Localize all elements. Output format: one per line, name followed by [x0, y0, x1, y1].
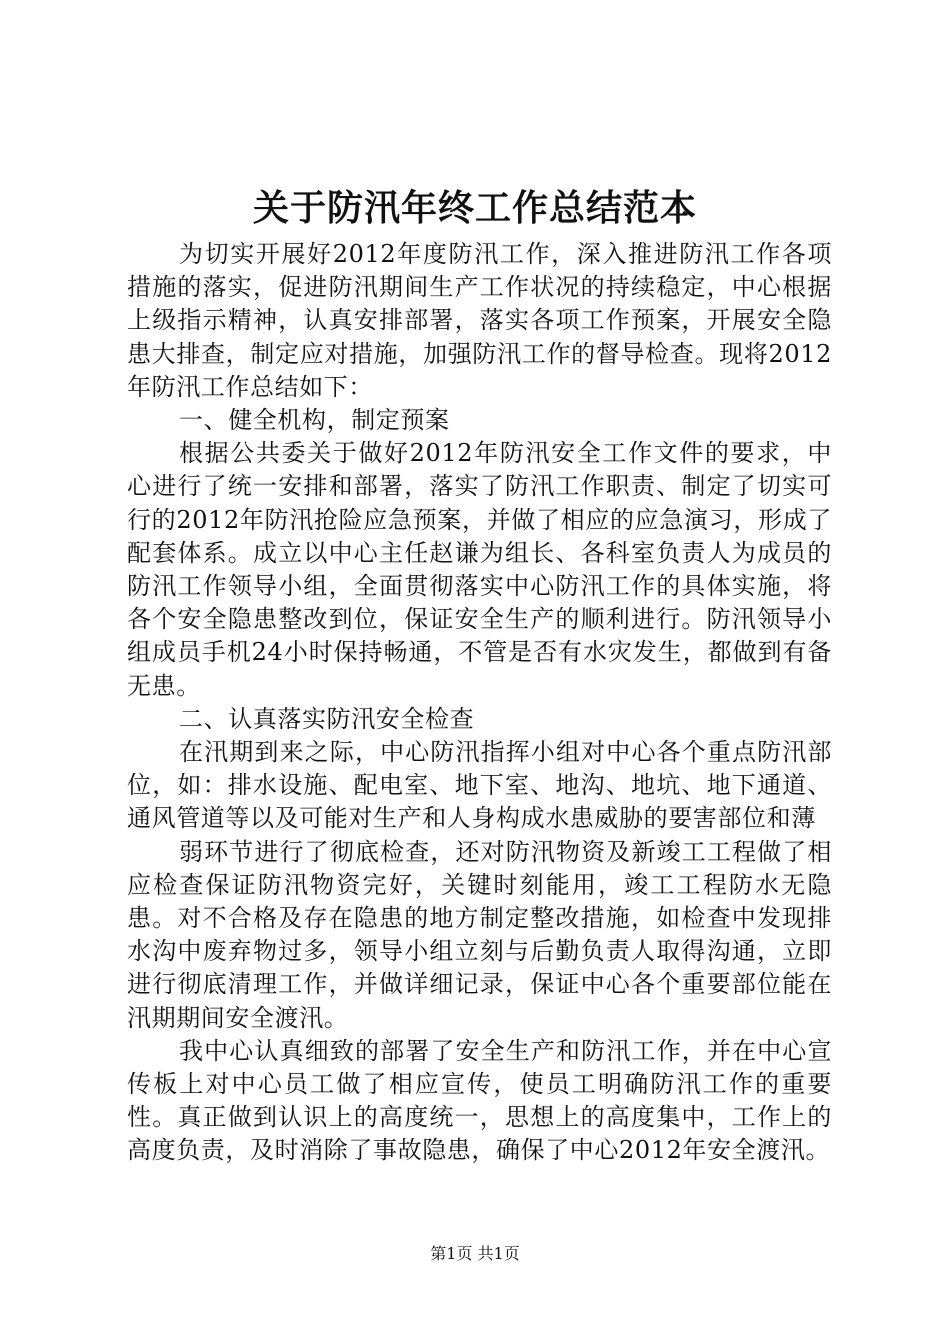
section-heading-2: 二、认真落实防汛安全检查 [179, 704, 475, 733]
page-footer: 第1页 共1页 [430, 1244, 520, 1263]
section-2-paragraph-1: 在汛期到来之际，中心防汛指挥小组对中心各个重点防汛部位，如：排水设施、配电室、地下室、地沟、地坑、地下通道、通风管道等以及可能对生产和人身构成水患威胁的要害部位和薄 [127, 738, 832, 833]
section-heading-1: 一、健全机构，制定预案 [179, 406, 450, 435]
intro-paragraph: 为切实开展好2012年度防汛工作，深入推进防汛工作各项措施的落实，促进防汛期间生产工作状况的持续稳定，中心根据上级指示精神，认真安排部署，落实各项工作预案，开展安全隐患大排查，制定应对措施，加强防汛工作的督导检查。现将2012年防汛工作总结如下： [127, 240, 832, 401]
document-title: 关于防汛年终工作总结范本 [252, 187, 697, 229]
section-1-paragraph: 根据公共委关于做好2012年防汛安全工作文件的要求，中心进行了统一安排和部署，落实了防汛工作职责、制定了切实可行的2012年防汛抢险应急预案，并做了相应的应急演习，形成了配套体系。成立以中心主任赵谦为组长、各科室负责人为成员的防汛工作领导小组，全面贯彻落实中心防汛工作的具体实施，将各个安全隐患整改到位，保证安全生产的顺利进行。防汛领导小组成员手机24小时保持畅通，不管是否有水灾发生，都做到有备无患。 [127, 439, 832, 700]
document-body [127, 238, 832, 1168]
section-2-paragraph-2: 弱环节进行了彻底检查，还对防汛物资及新竣工工程做了相应检查保证防汛物资完好，关键时刻能用，竣工工程防水无隐患。对不合格及存在隐患的地方制定整改措施，如检查中发现排水沟中废弃物过多，领导小组立刻与后勤负责人取得沟通，立即进行彻底清理工作，并做详细记录，保证中心各个重要部位能在汛期期间安全渡汛。 [127, 837, 832, 1032]
closing-paragraph: 我中心认真细致的部署了安全生产和防汛工作，并在中心宣传板上对中心员工做了相应宣传，使员工明确防汛工作的重要性。真正做到认识上的高度统一，思想上的高度集中，工作上的高度负责，及时消除了事故隐患，确保了中心2012年安全渡汛。 [127, 1036, 832, 1165]
